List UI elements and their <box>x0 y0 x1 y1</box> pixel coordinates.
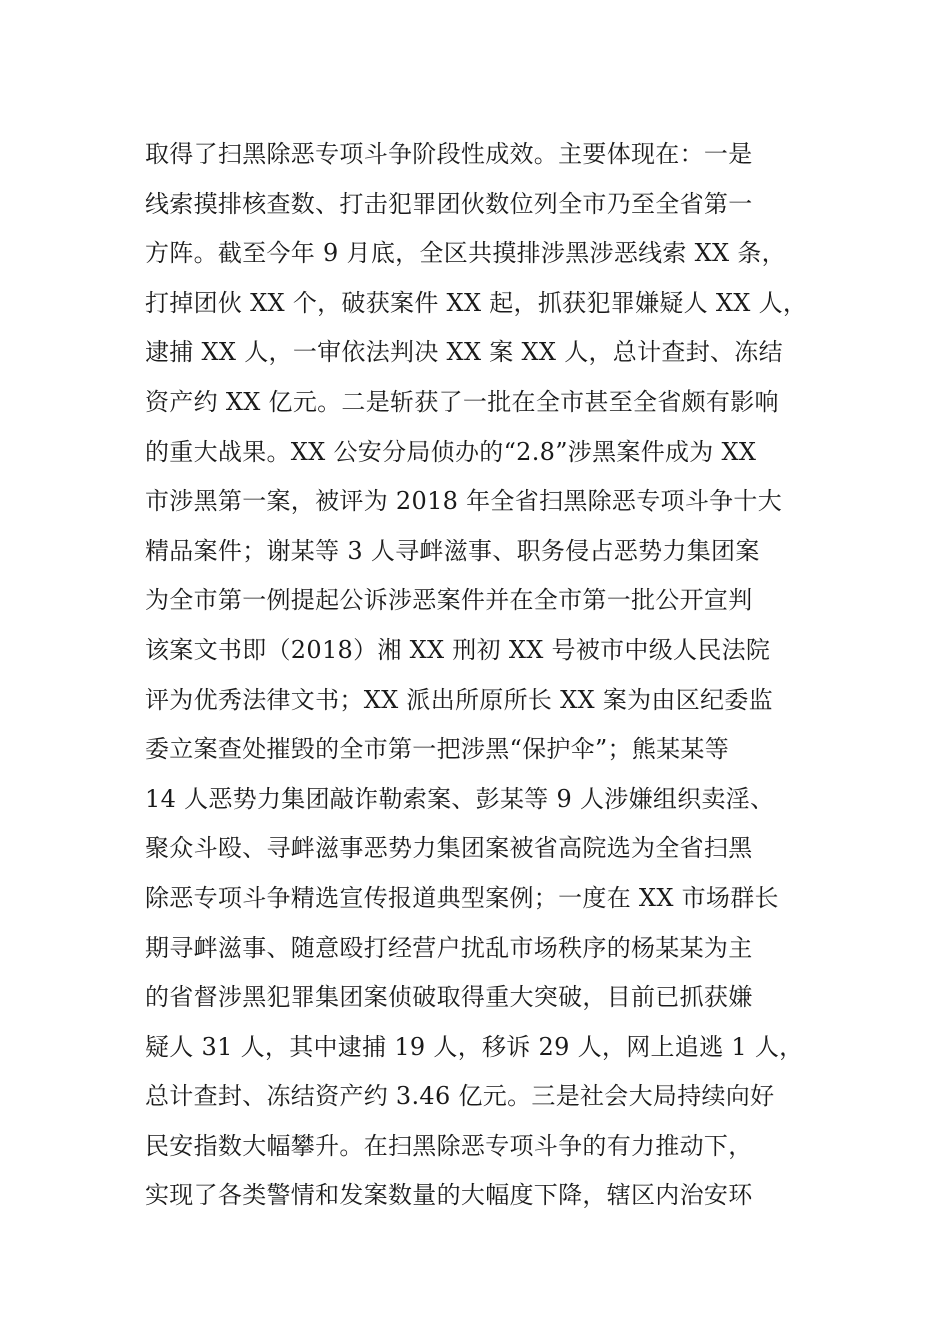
text-line: 疑人 31 人，其中逮捕 19 人，移诉 29 人，网上追逃 1 人， <box>145 1032 804 1061</box>
text-line: 实现了各类警情和发案数量的大幅度下降，辖区内治安环 <box>145 1181 753 1210</box>
text-line: 的重大战果。XX 公安分局侦办的“2.8”涉黑案件成为 XX <box>145 437 757 466</box>
text-line: 为全市第一例提起公诉涉恶案件并在全市第一批公开宣判 <box>145 586 753 615</box>
text-line: 精品案件；谢某等 3 人寻衅滋事、职务侵占恶势力集团案 <box>145 536 760 565</box>
text-line: 逮捕 XX 人，一审依法判决 XX 案 XX 人，总计查封、冻结 <box>145 338 783 367</box>
text-line: 取得了扫黑除恶专项斗争阶段性成效。主要体现在：一是 <box>145 140 753 168</box>
text-line: 该案文书即（2018）湘 XX 刑初 XX 号被市中级人民法院 <box>145 635 771 664</box>
text-line: 委立案查处摧毁的全市第一把涉黑“保护伞”；熊某某等 <box>145 735 730 764</box>
text-line: 总计查封、冻结资产约 3.46 亿元。三是社会大局持续向好 <box>145 1082 775 1111</box>
text-line: 聚众斗殴、寻衅滋事恶势力集团案被省高院选为全省扫黑 <box>145 834 753 863</box>
text-line: 评为优秀法律文书；XX 派出所原所长 XX 案为由区纪委监 <box>145 685 773 714</box>
text-line: 14 人恶势力集团敲诈勒索案、彭某等 9 人涉嫌组织卖淫、 <box>145 784 775 813</box>
text-line: 线索摸排核查数、打击犯罪团伙数位列全市乃至全省第一 <box>145 189 753 218</box>
text-line: 打掉团伙 XX 个，破获案件 XX 起，抓获犯罪嫌疑人 XX 人， <box>145 288 808 317</box>
text-line: 民安指数大幅攀升。在扫黑除恶专项斗争的有力推动下， <box>145 1131 753 1160</box>
text-line: 市涉黑第一案，被评为 2018 年全省扫黑除恶专项斗争十大 <box>145 487 783 516</box>
text-line: 资产约 XX 亿元。二是斩获了一批在全市甚至全省颇有影响 <box>145 387 779 416</box>
text-line: 除恶专项斗争精选宣传报道典型案例；一度在 XX 市场群长 <box>145 883 779 912</box>
text-line: 期寻衅滋事、随意殴打经营户扰乱市场秩序的杨某某为主 <box>145 933 753 962</box>
body-text <box>145 130 815 1221</box>
text-line: 方阵。截至今年 9 月底，全区共摸排涉黑涉恶线索 XX 条， <box>145 239 786 268</box>
text-line: 的省督涉黑犯罪集团案侦破取得重大突破，目前已抓获嫌 <box>145 983 753 1012</box>
